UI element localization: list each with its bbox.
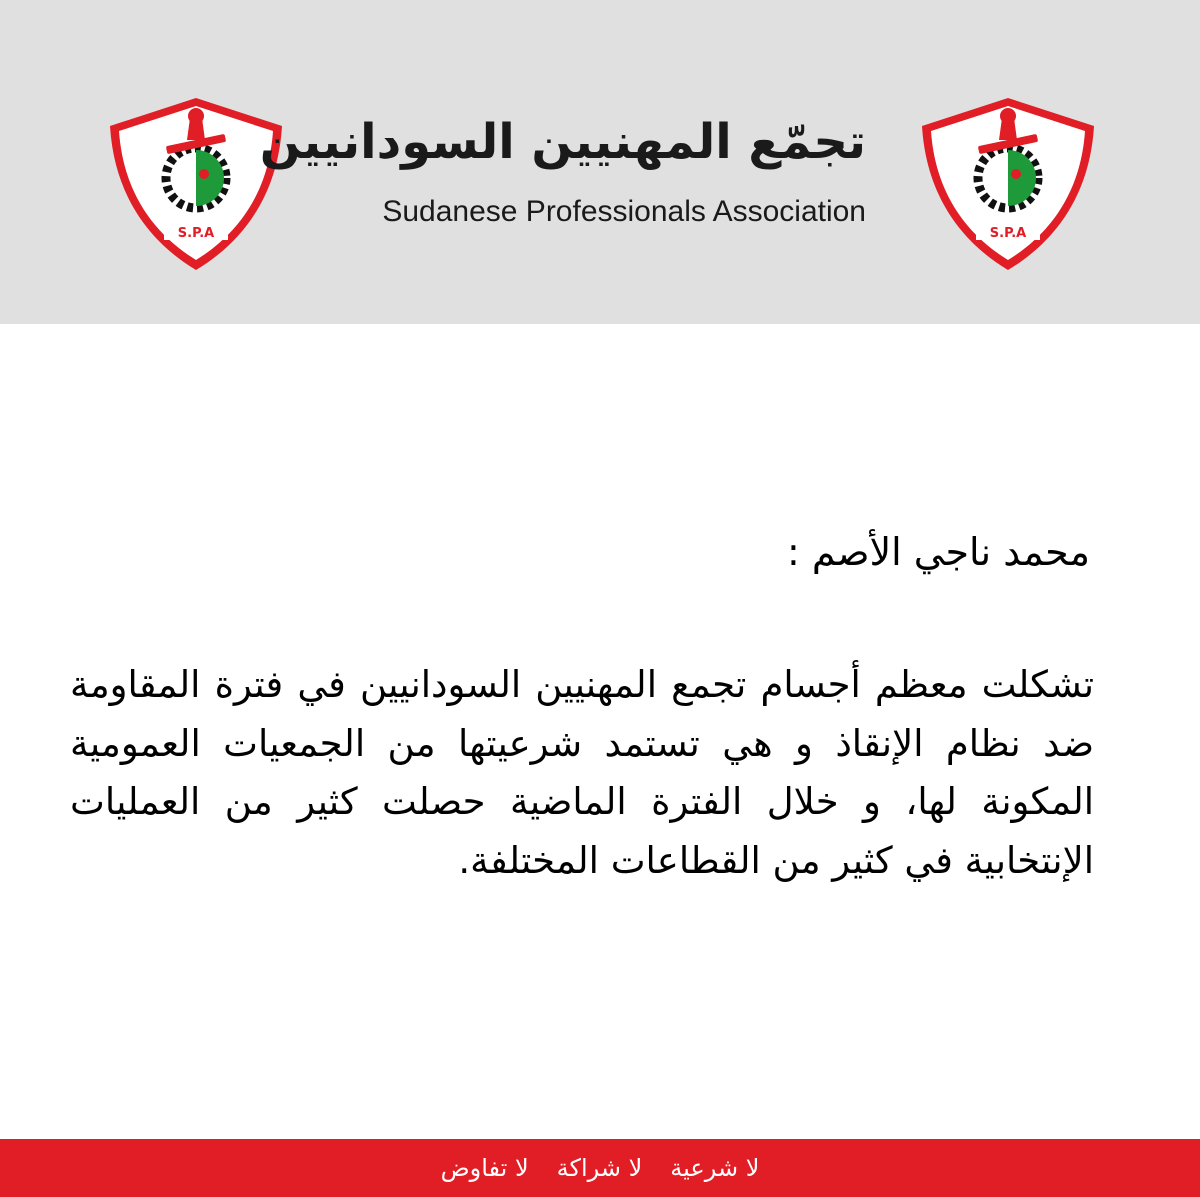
- spa-logo-right: [918, 94, 1098, 274]
- footer-band: [0, 1139, 1200, 1197]
- spa-shield-logo-icon: [918, 94, 1098, 274]
- statement-body: تشكلت معظم أجسام تجمع المهنيين السودانيين في فترة المقاومة ضد نظام الإنقاذ و هي تستمد شرعيتها من الجمعيات العمومية المكونة لها، و خلال الفترة الماضية حصلت كثير من العمليات الإنتخابية في كثير من القطاعات المختلفة.: [70, 663, 1094, 882]
- footer-slogans: [0, 1139, 1200, 1197]
- svg-text:S.P.A: S.P.A: [989, 226, 1027, 241]
- slogan-no-legitimacy: لا شرعية: [670, 1154, 760, 1182]
- header-band: [0, 0, 1200, 324]
- title-arabic: تجمّع المهنيين السودانيين: [259, 114, 866, 170]
- svg-text:S.P.A: S.P.A: [177, 226, 215, 241]
- statement-author: محمد ناجي الأصم :: [787, 530, 1090, 574]
- slogan-no-partnership: لا شراكة: [556, 1154, 643, 1182]
- title-english: Sudanese Professionals Association: [382, 195, 866, 228]
- slogan-no-negotiation: لا تفاوض: [440, 1154, 529, 1182]
